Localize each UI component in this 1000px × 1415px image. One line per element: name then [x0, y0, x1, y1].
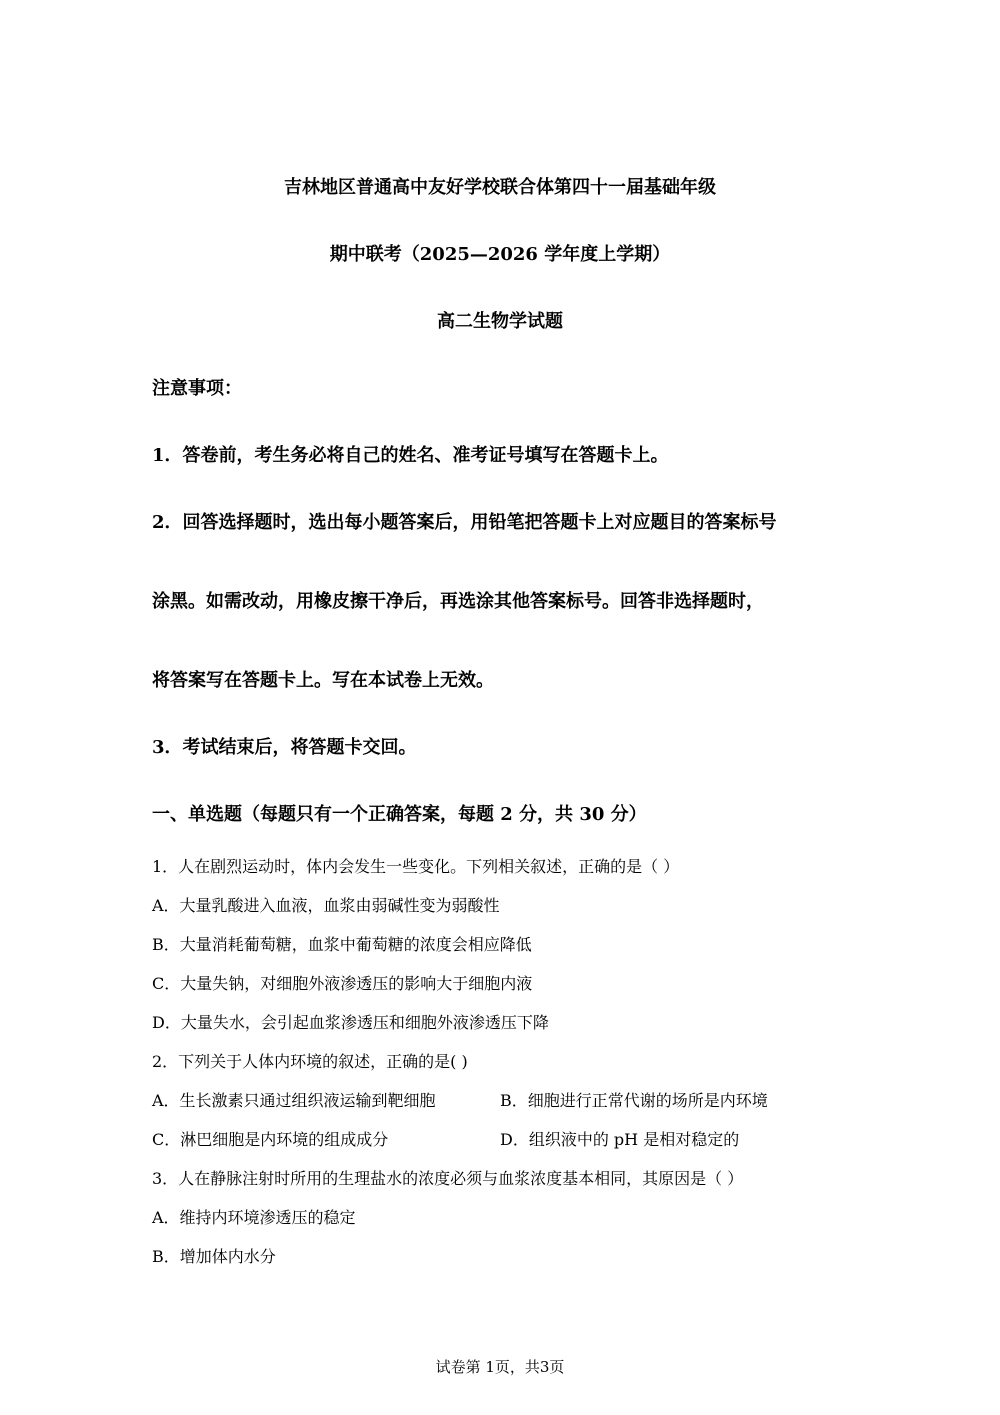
exam-title-line2: 期中联考（2025—2026 学年度上学期） — [329, 244, 671, 265]
question-option: B．细胞进行正常代谢的场所是内环境 — [500, 1091, 768, 1110]
notice-item-1: 1．答卷前，考生务必将自己的姓名、准考证号填写在答题卡上。 — [152, 445, 669, 466]
notice-item-2-line2: 涂黑。如需改动，用橡皮擦干净后，再选涂其他答案标号。回答非选择题时， — [152, 591, 764, 612]
exam-title-line1: 吉林地区普通高中友好学校联合体第四十一届基础年级 — [284, 177, 716, 198]
question-stem: 3．人在静脉注射时所用的生理盐水的浓度必须与血浆浓度基本相同，其原因是（ ） — [152, 1169, 744, 1188]
page-footer: 试卷第 1页，共3页 — [435, 1358, 565, 1376]
question-option: B．增加体内水分 — [152, 1247, 276, 1266]
question-option: D．大量失水，会引起血浆渗透压和细胞外液渗透压下降 — [152, 1013, 549, 1032]
question-stem: 1．人在剧烈运动时，体内会发生一些变化。下列相关叙述，正确的是（ ） — [152, 857, 680, 876]
question-option: D．组织液中的 pH 是相对稳定的 — [500, 1130, 740, 1149]
question-option: B．大量消耗葡萄糖，血浆中葡萄糖的浓度会相应降低 — [152, 935, 532, 954]
notice-heading: 注意事项： — [152, 378, 242, 399]
question-option: C．大量失钠，对细胞外液渗透压的影响大于细胞内液 — [152, 974, 533, 993]
question-option: A．维持内环境渗透压的稳定 — [152, 1208, 356, 1227]
section-heading: 一、单选题（每题只有一个正确答案，每题 2 分，共 30 分） — [152, 804, 647, 825]
question-option: A．生长激素只通过组织液运输到靶细胞 — [152, 1091, 436, 1110]
question-option: C．淋巴细胞是内环境的组成成分 — [152, 1130, 389, 1149]
notice-item-2-line3: 将答案写在答题卡上。写在本试卷上无效。 — [152, 670, 494, 691]
question-option: A．大量乳酸进入血液，血浆由弱碱性变为弱酸性 — [152, 896, 500, 915]
notice-item-2-line1: 2．回答选择题时，选出每小题答案后，用铅笔把答题卡上对应题目的答案标号 — [152, 512, 777, 533]
notice-item-3: 3．考试结束后，将答题卡交回。 — [152, 737, 417, 758]
exam-subject: 高二生物学试题 — [437, 311, 563, 332]
question-stem: 2．下列关于人体内环境的叙述，正确的是( ) — [152, 1052, 468, 1071]
